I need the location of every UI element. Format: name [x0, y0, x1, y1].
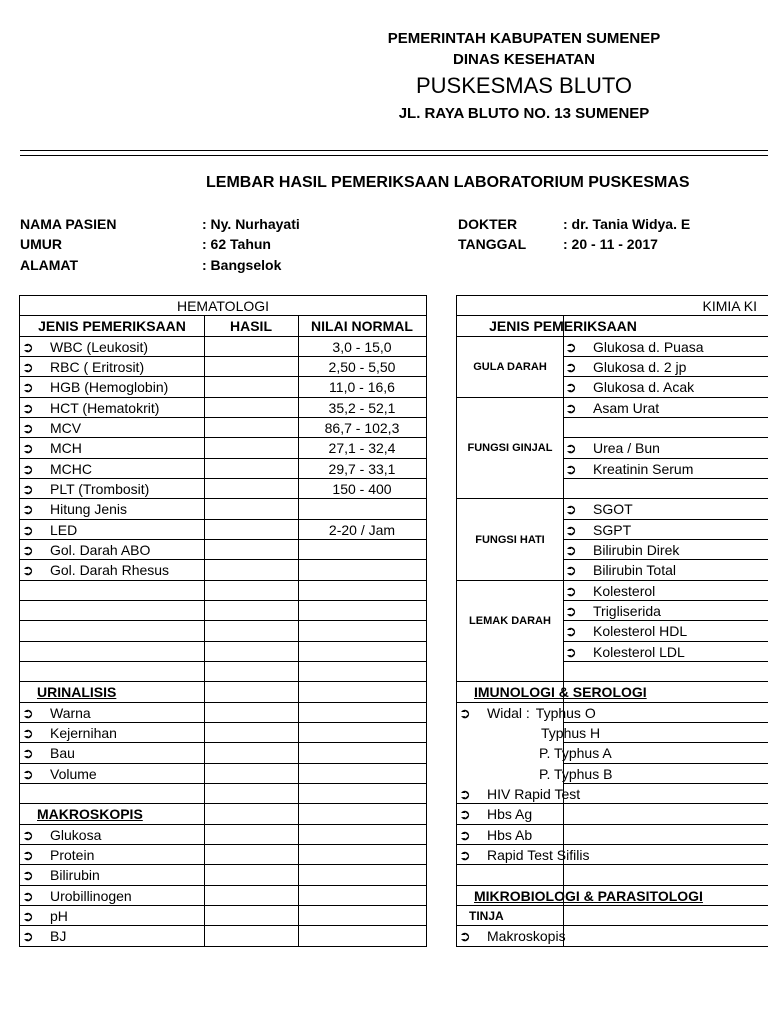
row-divider: [20, 620, 426, 621]
arrow-bullet-icon: ➲: [459, 786, 471, 802]
item-label: Kolesterol HDL: [593, 623, 688, 639]
item-label: SGOT: [593, 501, 633, 517]
arrow-bullet-icon: ➲: [22, 420, 34, 436]
arrow-bullet-icon: ➲: [22, 522, 34, 538]
document-title: LEMBAR HASIL PEMERIKSAAN LABORATORIUM PUSKESMAS: [206, 174, 690, 191]
patient-address-label: ALAMAT: [20, 257, 79, 273]
urinalisis-row-2: [22, 743, 75, 763]
date-label: TANGGAL: [458, 236, 527, 252]
row-divider: [20, 925, 426, 926]
item-label: WBC (Leukosit): [50, 339, 149, 355]
header-rule-top: [20, 150, 768, 151]
widal-item: Typhus O: [535, 705, 596, 721]
urinalisis-title: URINALISIS: [37, 684, 117, 700]
urinalisis-row-3: [22, 764, 97, 784]
item-label: Warna: [50, 705, 91, 721]
column-divider: [204, 315, 205, 946]
row-divider: [20, 661, 426, 662]
item-label: RBC ( Eritrosit): [50, 359, 145, 375]
item-label: Bau: [50, 745, 75, 761]
item-label: Volume: [50, 766, 97, 782]
header-rule-bottom: [20, 155, 768, 156]
row-divider: [20, 580, 426, 581]
arrow-bullet-icon: ➲: [459, 847, 471, 863]
col-hasil-header: HASIL: [230, 318, 272, 334]
item-label: MCHC: [50, 461, 92, 477]
hema-row-3: [22, 398, 159, 418]
hema-row-8: [22, 499, 127, 519]
item-label: Bilirubin Direk: [593, 542, 680, 558]
gula-row-1: [565, 357, 686, 377]
item-label: LED: [50, 522, 78, 538]
arrow-bullet-icon: ➲: [565, 603, 577, 619]
arrow-bullet-icon: ➲: [22, 359, 34, 375]
arrow-bullet-icon: ➲: [22, 400, 34, 416]
hati-row-3: [565, 560, 676, 580]
arrow-bullet-icon: ➲: [459, 705, 471, 721]
arrow-bullet-icon: ➲: [22, 827, 34, 843]
makroskopis-row-3: [22, 886, 132, 906]
chemistry-title: KIMIA KI: [702, 298, 757, 314]
hati-row-1: [565, 520, 631, 540]
hema-row-11: [22, 560, 169, 580]
arrow-bullet-icon: ➲: [565, 379, 577, 395]
arrow-bullet-icon: ➲: [565, 522, 577, 538]
makroskopis-row-2: [22, 865, 100, 885]
item-label: BJ: [50, 928, 67, 944]
chemistry-table: [456, 295, 768, 947]
arrow-bullet-icon: ➲: [459, 827, 471, 843]
patient-age-label: UMUR: [20, 236, 62, 252]
gula-row-0: [565, 337, 704, 357]
item-label: Urea / Bun: [593, 440, 660, 456]
item-label: Protein: [50, 847, 95, 863]
doctor-label: DOKTER: [458, 216, 518, 232]
arrow-bullet-icon: ➲: [565, 501, 577, 517]
lemak-row-0: [565, 581, 655, 601]
header-line-1: PEMERINTAH KABUPATEN SUMENEP: [387, 30, 661, 47]
row-divider: [20, 600, 426, 601]
arrow-bullet-icon: ➲: [22, 461, 34, 477]
gula-row-2: [565, 377, 694, 397]
arrow-bullet-icon: ➲: [22, 847, 34, 863]
row-divider: [20, 641, 426, 642]
makroskopis-row-5: [22, 926, 66, 946]
group-fungsi-ginjal: FUNGSI GINJAL: [467, 442, 553, 454]
arrow-bullet-icon: ➲: [565, 359, 577, 375]
arrow-bullet-icon: ➲: [565, 542, 577, 558]
group-lemak-darah: LEMAK DARAH: [469, 615, 551, 627]
group-fungsi-hati: FUNGSI HATI: [475, 534, 545, 546]
patient-name-value: : Ny. Nurhayati: [202, 216, 300, 232]
hema-row-7: [22, 479, 149, 499]
arrow-bullet-icon: ➲: [22, 725, 34, 741]
arrow-bullet-icon: ➲: [22, 379, 34, 395]
item-label: Bilirubin: [50, 867, 100, 883]
item-label: Glukosa d. 2 jp: [593, 359, 687, 375]
normal-value: 86,7 - 102,3: [324, 420, 400, 436]
arrow-bullet-icon: ➲: [565, 400, 577, 416]
hematology-table: [19, 295, 427, 947]
arrow-bullet-icon: ➲: [565, 461, 577, 477]
item-label: HIV Rapid Test: [487, 786, 581, 802]
lemak-row-2: [565, 621, 687, 641]
item-label: Gol. Darah Rhesus: [50, 562, 170, 578]
arrow-bullet-icon: ➲: [565, 562, 577, 578]
normal-value: 2-20 / Jam: [328, 522, 396, 538]
arrow-bullet-icon: ➲: [22, 501, 34, 517]
item-label: Makroskopis: [487, 928, 566, 944]
item-label: Kejernihan: [50, 725, 117, 741]
hema-row-10: [22, 540, 150, 560]
doctor-value: : dr. Tania Widya. E: [563, 216, 691, 232]
item-label: pH: [50, 908, 68, 924]
arrow-bullet-icon: ➲: [22, 440, 34, 456]
arrow-bullet-icon: ➲: [565, 583, 577, 599]
group-gula-darah: GULA DARAH: [473, 361, 547, 373]
widal-row-0: [459, 703, 596, 723]
arrow-bullet-icon: ➲: [22, 481, 34, 497]
makroskopis-title: MAKROSKOPIS: [37, 806, 143, 822]
item-label: Kreatinin Serum: [593, 461, 694, 477]
hema-row-5: [22, 438, 82, 458]
imuno-row-1: [459, 804, 532, 824]
item-label: Rapid Test Sifilis: [487, 847, 590, 863]
item-label: Kolesterol LDL: [593, 644, 685, 660]
header-line-4: JL. RAYA BLUTO NO. 13 SUMENEP: [398, 105, 650, 122]
widal-label: Widal :: [487, 705, 530, 721]
arrow-bullet-icon: ➲: [22, 888, 34, 904]
date-value: : 20 - 11 - 2017: [563, 236, 658, 252]
widal-row-3: P. Typhus B: [539, 766, 613, 782]
item-label: Trigliserida: [593, 603, 661, 619]
item-label: Gol. Darah ABO: [50, 542, 151, 558]
urinalisis-row-1: [22, 723, 117, 743]
hema-row-4: [22, 418, 81, 438]
makroskopis-row-0: [22, 825, 101, 845]
imuno-row-0: [459, 784, 580, 804]
arrow-bullet-icon: ➲: [22, 928, 34, 944]
widal-row-2: P. Typhus A: [539, 745, 612, 761]
patient-name-label: NAMA PASIEN: [20, 216, 117, 232]
tinja-row-0: [459, 926, 566, 946]
normal-value: 2,50 - 5,50: [328, 359, 396, 375]
arrow-bullet-icon: ➲: [22, 867, 34, 883]
makroskopis-row-4: [22, 906, 68, 926]
item-label: MCV: [50, 420, 82, 436]
ginjal-row-2: [565, 438, 660, 458]
right-col-jenis-header: JENIS PEMERIKSAAN: [489, 318, 637, 334]
lemak-row-1: [565, 601, 661, 621]
normal-value: 3,0 - 15,0: [332, 339, 392, 355]
item-label: SGPT: [593, 522, 632, 538]
arrow-bullet-icon: ➲: [22, 562, 34, 578]
ginjal-row-0: [565, 398, 659, 418]
imuno-row-3: [459, 845, 589, 865]
item-label: Hitung Jenis: [50, 501, 128, 517]
arrow-bullet-icon: ➲: [22, 705, 34, 721]
header-line-3: PUSKESMAS BLUTO: [416, 73, 632, 98]
normal-value: 150 - 400: [332, 481, 392, 497]
arrow-bullet-icon: ➲: [22, 766, 34, 782]
col-jenis-header: JENIS PEMERIKSAAN: [38, 318, 186, 334]
arrow-bullet-icon: ➲: [22, 908, 34, 924]
arrow-bullet-icon: ➲: [22, 339, 34, 355]
col-normal-header: NILAI NORMAL: [311, 318, 413, 334]
hema-row-6: [22, 459, 92, 479]
ginjal-row-3: [565, 459, 693, 479]
hema-row-2: [22, 377, 168, 397]
item-label: Glukosa d. Puasa: [593, 339, 704, 355]
arrow-bullet-icon: ➲: [22, 542, 34, 558]
mikro-title: MIKROBIOLOGI & PARASITOLOGI: [474, 888, 703, 904]
header-line-2: DINAS KESEHATAN: [453, 51, 595, 68]
normal-value: 27,1 - 32,4: [328, 440, 396, 456]
item-label: PLT (Trombosit): [50, 481, 150, 497]
tinja-title: TINJA: [469, 909, 504, 923]
item-label: Glukosa d. Acak: [593, 379, 695, 395]
item-label: Bilirubin Total: [593, 562, 677, 578]
imunologi-title: IMUNOLOGI & SEROLOGI: [474, 684, 647, 700]
patient-address-value: : Bangselok: [202, 257, 282, 273]
widal-row-1: Typhus H: [541, 725, 601, 741]
normal-value: 29,7 - 33,1: [328, 461, 396, 477]
item-label: Kolesterol: [593, 583, 656, 599]
hematology-title: HEMATOLOGI: [176, 298, 270, 314]
normal-value: 35,2 - 52,1: [328, 400, 396, 416]
item-label: Asam Urat: [593, 400, 660, 416]
arrow-bullet-icon: ➲: [22, 745, 34, 761]
item-label: Glukosa: [50, 827, 102, 843]
patient-age-value: : 62 Tahun: [202, 236, 271, 252]
hema-row-0: [22, 337, 148, 357]
item-label: Hbs Ab: [487, 827, 533, 843]
urinalisis-row-0: [22, 703, 91, 723]
arrow-bullet-icon: ➲: [459, 928, 471, 944]
arrow-bullet-icon: ➲: [565, 440, 577, 456]
arrow-bullet-icon: ➲: [565, 339, 577, 355]
imuno-row-2: [459, 825, 532, 845]
item-label: MCH: [50, 440, 82, 456]
item-label: HGB (Hemoglobin): [50, 379, 169, 395]
lemak-row-3: [565, 642, 685, 662]
hati-row-2: [565, 540, 679, 560]
arrow-bullet-icon: ➲: [565, 623, 577, 639]
hema-row-1: [22, 357, 144, 377]
hati-row-0: [565, 499, 633, 519]
normal-value: 11,0 - 16,6: [329, 379, 395, 395]
arrow-bullet-icon: ➲: [565, 644, 577, 660]
arrow-bullet-icon: ➲: [459, 806, 471, 822]
item-label: Urobillinogen: [50, 888, 132, 904]
makroskopis-row-1: [22, 845, 94, 865]
item-label: Hbs Ag: [487, 806, 533, 822]
item-label: HCT (Hematokrit): [50, 400, 160, 416]
hema-row-9: [22, 520, 77, 540]
